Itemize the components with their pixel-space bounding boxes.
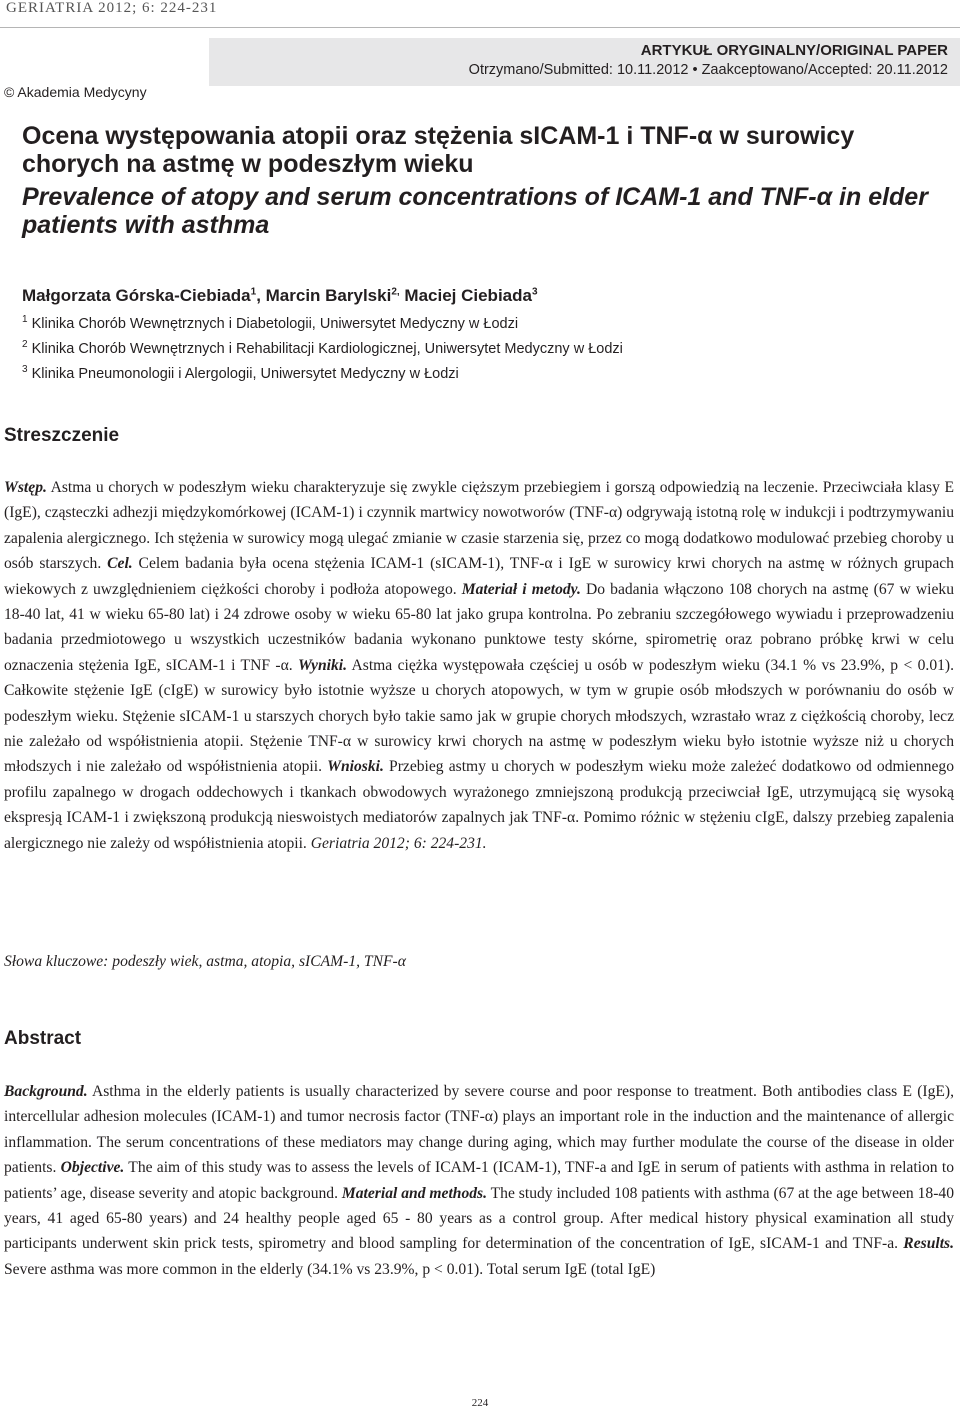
- page-number: 224: [471, 1397, 489, 1409]
- article-type: ARTYKUŁ ORYGINALNY/ORIGINAL PAPER: [640, 42, 948, 59]
- section-text: Przebieg astmy u chorych w podeszłym wieku może zależeć dodatkowo od odmiennego profilu zapalnego w drogach oddechowych i tkankach obwodowych wyrażonego zmniejszoną produkcją przeciwciał IgE, utrzymującą się wysoką ekspresją ICAM-1 i zwiększoną produkcją nieswoistych mediatorów zapalnych jak TNF-α. Pomimo różnic w stężeniu cIgE, dalszy przebieg zapalenia alergicznego nie zależy od współistnienia atopii.: [4, 758, 954, 852]
- section-label: Material and methods.: [341, 1184, 488, 1202]
- section-text: Severe asthma was more common in the elderly (34.1% vs 23.9%, p < 0.01). Total serum IgE (total IgE): [4, 1260, 656, 1278]
- affiliation: [22, 339, 623, 357]
- citation: Geriatria 2012; 6: 224-231.: [310, 834, 487, 852]
- keywords: Słowa kluczowe: podeszły wiek, astma, atopia, sICAM-1, TNF-α: [4, 953, 406, 970]
- affiliation-text: Klinika Chorób Wewnętrznych i Diabetologii, Uniwersytet Medyczny w Łodzi: [31, 315, 519, 332]
- author-affiliation-mark: 1: [250, 286, 257, 298]
- author-separator: ,: [256, 286, 266, 305]
- affiliation-number: 3: [22, 364, 28, 375]
- abstract-body: [4, 1079, 954, 1282]
- author-name: Marcin Barylski: [265, 286, 392, 305]
- affiliation: [22, 364, 459, 382]
- section-label: Objective.: [60, 1159, 125, 1177]
- affiliation-text: Klinika Pneumonologii i Alergologii, Uniwersytet Medyczny w Łodzi: [31, 365, 459, 382]
- author-list: [22, 286, 538, 306]
- author-affiliation-mark: 2,: [391, 286, 400, 298]
- section-label: Materiał i metody.: [461, 580, 581, 598]
- affiliation-number: 1: [22, 314, 28, 325]
- section-text: The aim of this study was to assess the levels of ICAM-1 (ICAM-1), TNF-a and IgE in serum of patients with asthma in relation to patients’ age, disease severity and atopic background.: [4, 1159, 954, 1202]
- streszczenie-body: [4, 475, 954, 856]
- abstract-heading: Abstract: [4, 1028, 82, 1049]
- affiliation-text: Klinika Chorób Wewnętrznych i Rehabilitacji Kardiologicznej, Uniwersytet Medyczny w Łodzi: [31, 340, 623, 357]
- author-name: Maciej Ciebiada: [404, 286, 532, 305]
- streszczenie-heading: Streszczenie: [4, 425, 120, 446]
- section-label: Background.: [4, 1083, 88, 1100]
- author-affiliation-mark: 3: [531, 286, 538, 298]
- section-label: Wnioski.: [327, 758, 384, 776]
- section-label: Wyniki.: [298, 656, 347, 674]
- copyright-notice: © Akademia Medycyny: [4, 84, 147, 100]
- header-rule: [0, 27, 960, 28]
- section-label: Wstęp.: [4, 479, 47, 496]
- affiliation: [22, 314, 518, 332]
- section-text: Celem badania była ocena stężenia ICAM-1 (sICAM-1), TNF-α i IgE w surowicy krwi chorych na astmę w różnych grupach wiekowych z uwzględnieniem ciężkości choroby i podłoża atopowego.: [4, 555, 954, 598]
- section-text: Do badania włączono 108 chorych na astmę (67 w wieku 18-40 lat, 41 w wieku 65-80 lat) i 24 zdrowe osoby w wieku 65-80 lat jako grupa kontrolna. Po zebraniu szczegółowego wywiadu i przeprowadzeniu badania przedmiotowego u wszystkich uczestników badania wykonano punktowe testy skórne, spirometrię oraz pobrano próbkę krwi w celu oznaczenia stężenia IgE, sICAM-1 i TNF -α.: [4, 580, 954, 674]
- journal-header: GERIATRIA 2012; 6: 224-231: [6, 0, 218, 16]
- title-english: Prevalence of atopy and serum concentrations of ICAM-1 and TNF-α in elder patients with asthma: [22, 183, 928, 239]
- author-name: Małgorzata Górska-Ciebiada: [22, 286, 251, 305]
- affiliation-number: 2: [22, 339, 28, 350]
- section-text: Astma u chorych w podeszłym wieku charakteryzuje się zwykle cięższym przebiegiem i gorszą odpowiedzią na leczenie. Przeciwciała klasy E (IgE), cząsteczki adhezji międzykomórkowej (ICAM-1) i czynnik martwicy nowotworów (TNF-α) odgrywają istotną rolę w indukcji i podtrzymywaniu zapalenia alergicznego. Ich stężenia w surowicy mogą ulegać zmianie w czasie starzenia się, przez co mogą dodatkowo modulować przebieg choroby u osób starszych.: [4, 479, 954, 573]
- section-text: Astma ciężka występowała częściej u osób w podeszłym wieku (34.1 % vs 23.9%, p < 0.01). Całkowite stężenie IgE (cIgE) w surowicy było istotnie wyższe u chorych atopowych, w tym w grupie osób młodszych w porównaniu do osób w podeszłym wieku. Stężenie sICAM-1 u starszych chorych było takie samo jak w grupie chorych młodszych, wzrastało wraz z ciężkością choroby, lecz nie zależało od współistnienia atopii. Stężenie TNF-α w surowicy krwi chorych na astmę w podeszłym wieku było istotnie wyższe niż u chorych młodszych i nie zależało od współistnienia atopii.: [4, 656, 955, 776]
- section-label: Cel.: [107, 555, 133, 573]
- submission-dates: Otrzymano/Submitted: 10.11.2012 • Zaakceptowano/Accepted: 20.11.2012: [468, 62, 948, 78]
- section-text: The study included 108 patients with asthma (67 at the age between 18-40 years, 41 aged 65-80 years) and 24 healthy people aged 65 - 80 years as a control group. After medical history physical examination all study participants underwent skin prick tests, spirometry and blood sampling for determination of the concentration of IgE, sICAM-1 and TNF-a.: [4, 1184, 955, 1253]
- title-polish: Ocena występowania atopii oraz stężenia sICAM-1 i TNF-α w surowicy chorych na astmę w podeszłym wieku: [22, 122, 855, 178]
- section-text: Asthma in the elderly patients is usually characterized by severe course and poor response to treatment. Both antibodies class E (IgE), intercellular adhesion molecules (ICAM-1) and tumor necrosis factor (TNF-α) plays an important role in the induction and the maintenance of allergic inflammation. The serum concentrations of these mediators may change during aging, which may further modulate the course of the disease in older patients.: [4, 1083, 954, 1177]
- section-label: Results.: [903, 1235, 954, 1253]
